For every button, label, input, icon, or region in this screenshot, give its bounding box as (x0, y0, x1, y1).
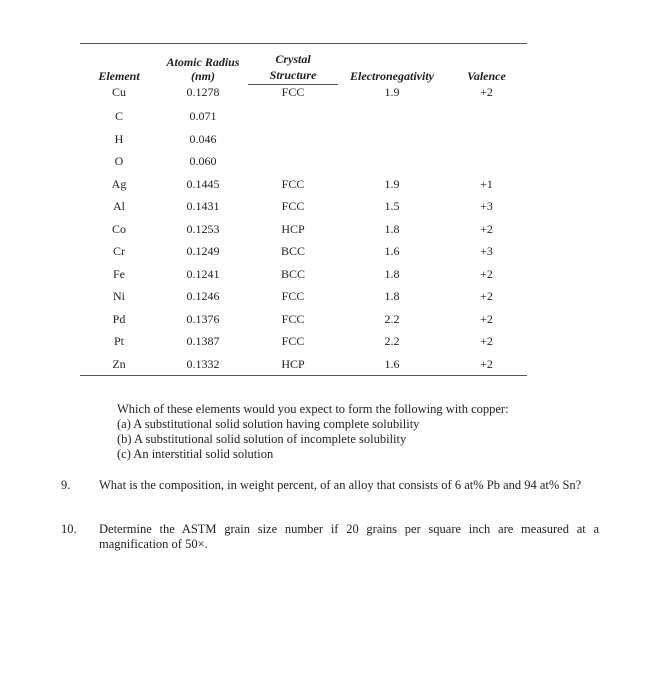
table-row (80, 285, 527, 308)
cell-electronegativity: 1.8 (384, 266, 400, 281)
cell-valence: +2 (480, 84, 493, 99)
table-row (80, 128, 527, 151)
table-row (80, 263, 527, 286)
cell-electronegativity: 1.6 (384, 244, 400, 259)
question-9-number: 9. (61, 478, 71, 492)
cell-crystal-structure: FCC (281, 199, 305, 214)
cell-valence (446, 150, 527, 173)
cell-valence: +1 (480, 176, 493, 191)
cell-atomic-radius: 0.071 (189, 109, 217, 124)
question-8-option-c: (c) An interstitial solid solution (117, 447, 274, 461)
cell-electronegativity (338, 105, 446, 128)
cell-valence: +2 (480, 266, 493, 281)
question-9 (61, 478, 599, 493)
cell-element: H (114, 131, 124, 146)
header-valence: Valence (467, 68, 506, 83)
cell-electronegativity (338, 150, 446, 173)
table-row (80, 105, 527, 128)
cell-valence: +2 (480, 289, 493, 304)
table-row (80, 330, 527, 353)
cell-crystal-structure: FCC (281, 334, 305, 349)
table-body (80, 85, 527, 376)
table-row (80, 150, 527, 173)
cell-electronegativity (338, 128, 446, 151)
question-10-text: Determine the ASTM grain size number if 20 grains per square inch are measured at a magnification of 50×. (99, 522, 599, 551)
cell-element: Pd (112, 311, 126, 326)
cell-crystal-structure: HCP (281, 221, 305, 236)
table-row (80, 85, 527, 106)
cell-atomic-radius: 0.1332 (158, 353, 248, 376)
cell-atomic-radius: 0.1278 (186, 84, 220, 99)
header-element: Element (98, 68, 140, 83)
header-electronegativity: Electronegativity (350, 68, 434, 83)
question-8-prompt: Which of these elements would you expect to form the following with copper: (117, 402, 509, 416)
table-row (80, 218, 527, 241)
header-atomic-radius-unit: (nm) (191, 68, 215, 83)
question-9-text: What is the composition, in weight percent, of an alloy that consists of 6 at% Pb and 94 at% Sn? (99, 478, 582, 492)
cell-crystal-structure (248, 128, 338, 151)
cell-element: Cr (113, 244, 125, 259)
cell-electronegativity: 1.8 (384, 289, 400, 304)
cell-element: C (114, 109, 123, 124)
cell-element: Zn (80, 353, 158, 376)
cell-valence (446, 105, 527, 128)
cell-atomic-radius: 0.1387 (186, 334, 220, 349)
cell-electronegativity: 1.6 (338, 353, 446, 376)
cell-atomic-radius: 0.1246 (186, 289, 220, 304)
cell-valence: +2 (480, 334, 493, 349)
table-row (80, 353, 527, 376)
cell-element: Ag (111, 176, 127, 191)
cell-atomic-radius: 0.1376 (186, 311, 220, 326)
cell-atomic-radius: 0.046 (189, 131, 217, 146)
cell-valence (446, 128, 527, 151)
table-row (80, 173, 527, 196)
cell-element: Co (111, 221, 126, 236)
cell-crystal-structure: FCC (281, 85, 305, 99)
cell-element: Cu (111, 84, 126, 99)
cell-crystal-structure: HCP (248, 353, 338, 376)
cell-electronegativity: 2.2 (384, 311, 400, 326)
cell-element: Ni (113, 289, 125, 304)
header-atomic-radius-label: Atomic Radius (166, 54, 240, 69)
cell-element: O (114, 154, 124, 169)
cell-crystal-structure (248, 105, 338, 128)
table-row (80, 240, 527, 263)
question-10-number: 10. (61, 522, 77, 536)
question-10 (61, 522, 599, 552)
cell-electronegativity: 1.8 (384, 221, 400, 236)
cell-crystal-structure: FCC (281, 176, 305, 191)
cell-atomic-radius: 0.1445 (186, 176, 220, 191)
cell-valence: +2 (480, 221, 493, 236)
cell-crystal-structure (248, 150, 338, 173)
question-8-option-b: (b) A substitutional solid solution of incomplete solubility (117, 432, 407, 446)
table-row (80, 308, 527, 331)
cell-crystal-structure: BCC (280, 244, 305, 259)
cell-electronegativity: 1.9 (384, 84, 400, 99)
cell-atomic-radius: 0.1249 (186, 244, 220, 259)
cell-crystal-structure: BCC (280, 266, 305, 281)
header-atomic-radius (158, 44, 248, 85)
cell-atomic-radius: 0.1253 (186, 221, 220, 236)
cell-element: Al (113, 199, 125, 214)
cell-valence: +2 (446, 353, 527, 376)
cell-atomic-radius: 0.1241 (186, 266, 220, 281)
cell-valence: +3 (480, 244, 493, 259)
header-crystal: Crystal (275, 52, 311, 66)
header-structure: Structure (248, 68, 338, 85)
table-row (80, 195, 527, 218)
cell-atomic-radius: 0.060 (189, 154, 217, 169)
cell-crystal-structure: FCC (281, 311, 305, 326)
cell-crystal-structure: FCC (281, 289, 305, 304)
cell-valence: +2 (480, 311, 493, 326)
question-8-option-a: (a) A substitutional solid solution having complete solubility (117, 417, 420, 431)
cell-valence: +3 (480, 199, 493, 214)
table-header (80, 44, 527, 85)
question-8-block (117, 402, 587, 462)
element-properties-table (80, 43, 527, 376)
cell-electronegativity: 2.2 (384, 334, 400, 349)
cell-element: Pt (113, 334, 124, 349)
cell-electronegativity: 1.5 (384, 199, 400, 214)
cell-atomic-radius: 0.1431 (186, 199, 220, 214)
cell-element: Fe (113, 266, 125, 281)
cell-electronegativity: 1.9 (384, 176, 400, 191)
